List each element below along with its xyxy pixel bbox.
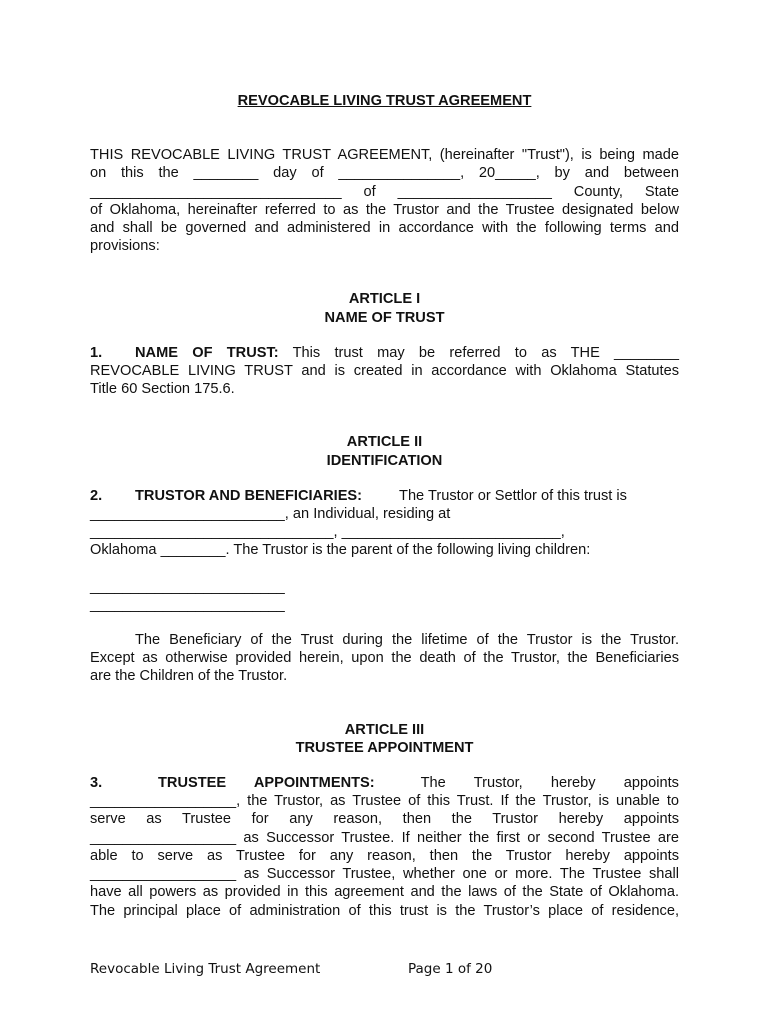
section-1-first-line	[90, 344, 679, 362]
section-number: 2.	[90, 487, 103, 504]
child-blank-line: ________________________	[90, 596, 285, 613]
beneficiary-line: Except as otherwise provided herein, upon the death of the Trustor, the Beneficiaries	[90, 650, 679, 667]
section-line: ________________________, an Individual, residing at	[90, 506, 451, 523]
section-number: 3.	[90, 775, 103, 792]
section-line: __________________ as Successor Trustee. If neither the first or second Trustee are	[90, 829, 679, 846]
article-1-heading: ARTICLE I	[348, 291, 421, 308]
section-line: Oklahoma ________. The Trustor is the parent of the following living children:	[90, 542, 591, 559]
intro-line: on this the ________ day of _______________, 20_____, by and between	[90, 165, 679, 182]
section-text: This trust may be referred to as THE ________	[278, 344, 679, 361]
section-text: The Trustor, hereby appoints	[420, 775, 679, 792]
intro-line: THIS REVOCABLE LIVING TRUST AGREEMENT, (hereinafter "Trust"), is being made	[90, 147, 679, 164]
footer-document-name: Revocable Living Trust Agreement	[90, 961, 321, 977]
section-line: The principal place of administration of this trust is the Trustor’s place of residence,	[90, 902, 679, 919]
article-3-subheading: TRUSTEE APPOINTMENT	[295, 739, 474, 756]
section-label: TRUSTOR AND BENEFICIARIES:	[135, 487, 363, 504]
article-2-heading: ARTICLE II	[346, 434, 423, 451]
beneficiary-line: The Beneficiary of the Trust during the lifetime of the Trustor is the Trustor.	[135, 632, 679, 649]
section-text: The Trustor or Settlor of this trust is	[399, 487, 627, 504]
beneficiary-line: are the Children of the Trustor.	[90, 668, 288, 685]
section-line: serve as Trustee for any reason, then the Trustor hereby appoints	[90, 811, 679, 828]
article-3-section	[90, 774, 679, 920]
section-line: REVOCABLE LIVING TRUST and is created in accordance with Oklahoma Statutes	[90, 363, 679, 380]
intro-line: and shall be governed and administered in accordance with the following terms and	[90, 220, 679, 237]
section-number: 1.	[90, 344, 103, 361]
section-label: NAME OF TRUST:	[135, 344, 279, 361]
beneficiary-paragraph	[90, 631, 679, 686]
intro-line: _______________________________ of ___________________ County, State	[90, 183, 679, 200]
section-line: __________________, the Trustor, as Trustee of this Trust. If the Trustor, is unable to	[90, 793, 679, 810]
section-line: Title 60 Section 175.6.	[90, 381, 235, 398]
section-2-first-line	[90, 487, 679, 505]
document-title: REVOCABLE LIVING TRUST AGREEMENT	[237, 93, 532, 109]
section-line: able to serve as Trustee for any reason, then the Trustor hereby appoints	[90, 847, 679, 864]
document-body	[90, 92, 679, 920]
intro-paragraph	[90, 146, 679, 255]
footer-page-number: Page 1 of 20	[408, 961, 493, 977]
article-1-subheading: NAME OF TRUST	[324, 309, 445, 326]
article-2-section	[90, 487, 679, 560]
intro-line: provisions:	[90, 238, 160, 255]
section-3-first-line	[90, 774, 679, 792]
children-blanks	[90, 578, 679, 614]
section-line: __________________ as Successor Trustee, whether one or more. The Trustee shall	[90, 866, 679, 883]
article-1-section	[90, 344, 679, 399]
section-line: ______________________________, ___________________________,	[90, 524, 565, 541]
article-2-subheading: IDENTIFICATION	[326, 452, 443, 469]
section-label: TRUSTEE APPOINTMENTS:	[158, 775, 375, 792]
section-line: have all powers as provided in this agreement and the laws of the State of Oklahoma.	[90, 884, 679, 901]
article-3-heading: ARTICLE III	[344, 721, 425, 738]
intro-line: of Oklahoma, hereinafter referred to as the Trustor and the Trustee designated below	[90, 201, 679, 218]
child-blank-line: ________________________	[90, 578, 285, 595]
